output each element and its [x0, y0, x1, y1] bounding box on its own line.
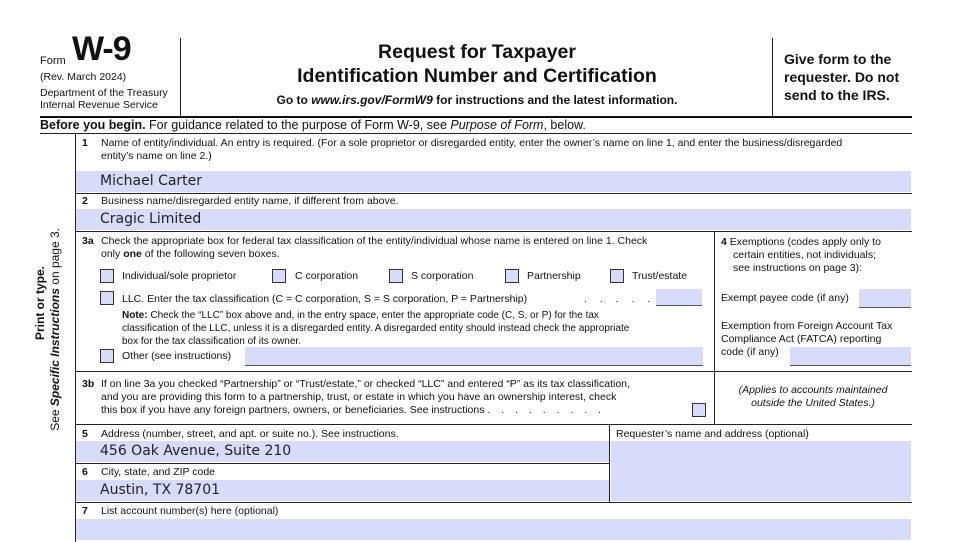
label-partnership: Partnership	[527, 270, 581, 282]
line2-label: Business name/disregarded entity name, if different from above.	[101, 195, 399, 207]
form-number: W-9	[72, 30, 131, 68]
checkbox-foreign-partners[interactable]	[692, 403, 706, 417]
line5-number: 5	[82, 428, 88, 440]
llc-note-l2: classification of the LLC, unless it is a disregarded entity. A disregarded entity should instead check the appropriate	[122, 323, 630, 334]
line7-account-numbers-field[interactable]	[76, 519, 911, 540]
checkbox-other[interactable]	[100, 349, 114, 363]
checkbox-individual[interactable]	[100, 269, 114, 283]
side-label-end: on page 3.	[48, 228, 62, 289]
line3b-bottom-rule	[75, 424, 912, 425]
line5-address-field[interactable]: 456 Oak Avenue, Suite 210	[76, 441, 609, 462]
llc-note-l3: box for the tax classification of its owner.	[122, 336, 301, 347]
llc-note-l1: Check the “LLC” box above and, in the entry space, enter the appropriate code (C, S, or P) for the tax	[147, 310, 599, 321]
checkbox-llc[interactable]	[100, 291, 114, 305]
label-individual: Individual/sole proprietor	[122, 270, 237, 282]
line3a-label-l2-pre: only	[101, 248, 124, 260]
line2-business-name-field[interactable]: Cragic Limited	[76, 209, 911, 230]
line4-number: 4	[721, 236, 727, 248]
line2-bottom-rule	[75, 231, 912, 232]
purpose-of-form-ref: Purpose of Form	[450, 118, 544, 132]
fatca-l1: Exemption from Foreign Account Tax	[721, 320, 893, 332]
line3a-number: 3a	[82, 235, 94, 247]
form-revision: (Rev. March 2024)	[40, 71, 127, 83]
line3b-text	[101, 378, 711, 417]
before-you-begin	[40, 118, 586, 133]
line3a-label-l2-post: of the following seven boxes.	[141, 248, 280, 260]
goto-url[interactable]: www.irs.gov/FormW9	[311, 93, 433, 107]
label-llc: LLC. Enter the tax classification (C = C corporation, S = S corporation, P = Partnership)	[122, 293, 528, 305]
goto-suffix: for instructions and the latest information.	[432, 93, 678, 107]
exempt-payee-label: Exempt payee code (if any)	[721, 292, 849, 304]
line3a-label	[101, 235, 711, 261]
line5-label: Address (number, street, and apt. or suite no.). See instructions.	[101, 428, 399, 440]
llc-note	[122, 309, 710, 348]
line6-city-state-zip-field[interactable]: Austin, TX 78701	[76, 480, 609, 501]
line6-label: City, state, and ZIP code	[101, 466, 216, 478]
other-classification-field[interactable]	[245, 347, 703, 366]
requester-divider	[609, 424, 610, 502]
line6-number: 6	[82, 466, 88, 478]
line1-number: 1	[82, 137, 88, 149]
form-word: Form	[40, 55, 66, 67]
line4-l3: see instructions on page 3):	[733, 262, 862, 274]
line7-number: 7	[82, 505, 88, 517]
requester-name-address-field[interactable]	[611, 441, 911, 501]
title-line1: Request for Taxpayer	[378, 41, 576, 63]
fatca-l3: code (if any)	[721, 346, 779, 358]
line1-name-field[interactable]: Michael Carter	[76, 171, 911, 192]
exemptions-divider	[714, 231, 715, 424]
line1-label-l1: Name of entity/individual. An entry is required. (For a sole proprietor or disregarded entity, enter the owner’s name on line 1, and enter the business/disregarded	[101, 137, 843, 149]
header-divider-left	[180, 38, 181, 116]
requester-label: Requester’s name and address (optional)	[616, 428, 809, 440]
line6-bottom-rule	[75, 502, 912, 503]
line4-mid-rule	[714, 371, 912, 372]
fatca-code-field[interactable]	[790, 347, 911, 366]
give-form-line3: send to the IRS.	[784, 87, 890, 103]
side-label-bold: Print or type.	[33, 266, 47, 341]
checkbox-s-corporation[interactable]	[389, 269, 403, 283]
label-c-corporation: C corporation	[295, 270, 359, 282]
line4-l2: certain entities, not individuals;	[733, 249, 876, 261]
applies-l2: outside the United States.)	[751, 397, 875, 409]
form-title	[182, 40, 772, 88]
label-s-corporation: S corporation	[411, 270, 474, 282]
fatca-applies-note	[718, 384, 908, 410]
line4-label	[721, 236, 911, 275]
checkbox-partnership[interactable]	[505, 269, 519, 283]
line2-number: 2	[82, 195, 88, 207]
goto-prefix: Go to	[276, 93, 312, 107]
give-form-note	[784, 50, 899, 104]
line3b-l2: and you are providing this form to a partnership, trust, or estate in which you have an ownership interest, check	[101, 391, 617, 403]
header-divider-right	[772, 38, 773, 116]
llc-dots: . . . . .	[584, 293, 656, 305]
side-label-see: See	[48, 406, 62, 431]
before-you-begin-text: For guidance related to the purpose of Form W-9, see	[145, 118, 451, 132]
line1-label	[101, 137, 911, 163]
side-label-italic: Specific Instructions	[48, 288, 62, 407]
line3a-label-l1: Check the appropriate box for federal tax classification of the entity/individual whose name is entered on line 1. Check	[101, 235, 648, 247]
department-line1: Department of the Treasury	[40, 87, 168, 99]
side-label	[33, 228, 63, 448]
give-form-line2: requester. Do not	[784, 69, 900, 85]
before-you-begin-end: , below.	[543, 118, 586, 132]
line1-label-l2: entity’s name on line 2.)	[101, 150, 212, 162]
label-other: Other (see instructions)	[122, 350, 232, 362]
goto-instructions	[182, 93, 772, 107]
line3a-bottom-rule	[75, 371, 715, 372]
exempt-payee-field[interactable]	[859, 289, 911, 308]
line1-bottom-rule	[75, 193, 912, 194]
row-top-rule	[40, 133, 912, 134]
before-you-begin-bold: Before you begin.	[40, 118, 146, 132]
give-form-line1: Give form to the	[784, 51, 892, 67]
llc-note-bold: Note:	[122, 310, 148, 321]
fatca-l2: Compliance Act (FATCA) reporting	[721, 333, 882, 345]
title-line2: Identification Number and Certification	[297, 65, 657, 87]
line3b-number: 3b	[82, 378, 95, 390]
line3b-l1: If on line 3a you checked “Partnership” or “Trust/estate,” or checked “LLC” and entered “P” as its tax classification,	[101, 378, 630, 390]
line3a-label-l2-bold: one	[123, 248, 142, 260]
checkbox-trust-estate[interactable]	[610, 269, 624, 283]
department-line2: Internal Revenue Service	[40, 99, 158, 111]
line3b-dots: . . . . . . . . .	[487, 404, 605, 416]
line7-label: List account number(s) here (optional)	[101, 505, 279, 517]
llc-tax-classification-field[interactable]	[656, 289, 702, 306]
applies-l1: (Applies to accounts maintained	[738, 384, 888, 396]
line5-bottom-rule	[75, 463, 610, 464]
checkbox-c-corporation[interactable]	[272, 269, 286, 283]
label-trust-estate: Trust/estate	[632, 270, 688, 282]
line4-l1: Exemptions (codes apply only to	[729, 236, 881, 248]
line3b-l3: this box if you have any foreign partners, owners, or beneficiaries. See instructions	[101, 404, 485, 416]
